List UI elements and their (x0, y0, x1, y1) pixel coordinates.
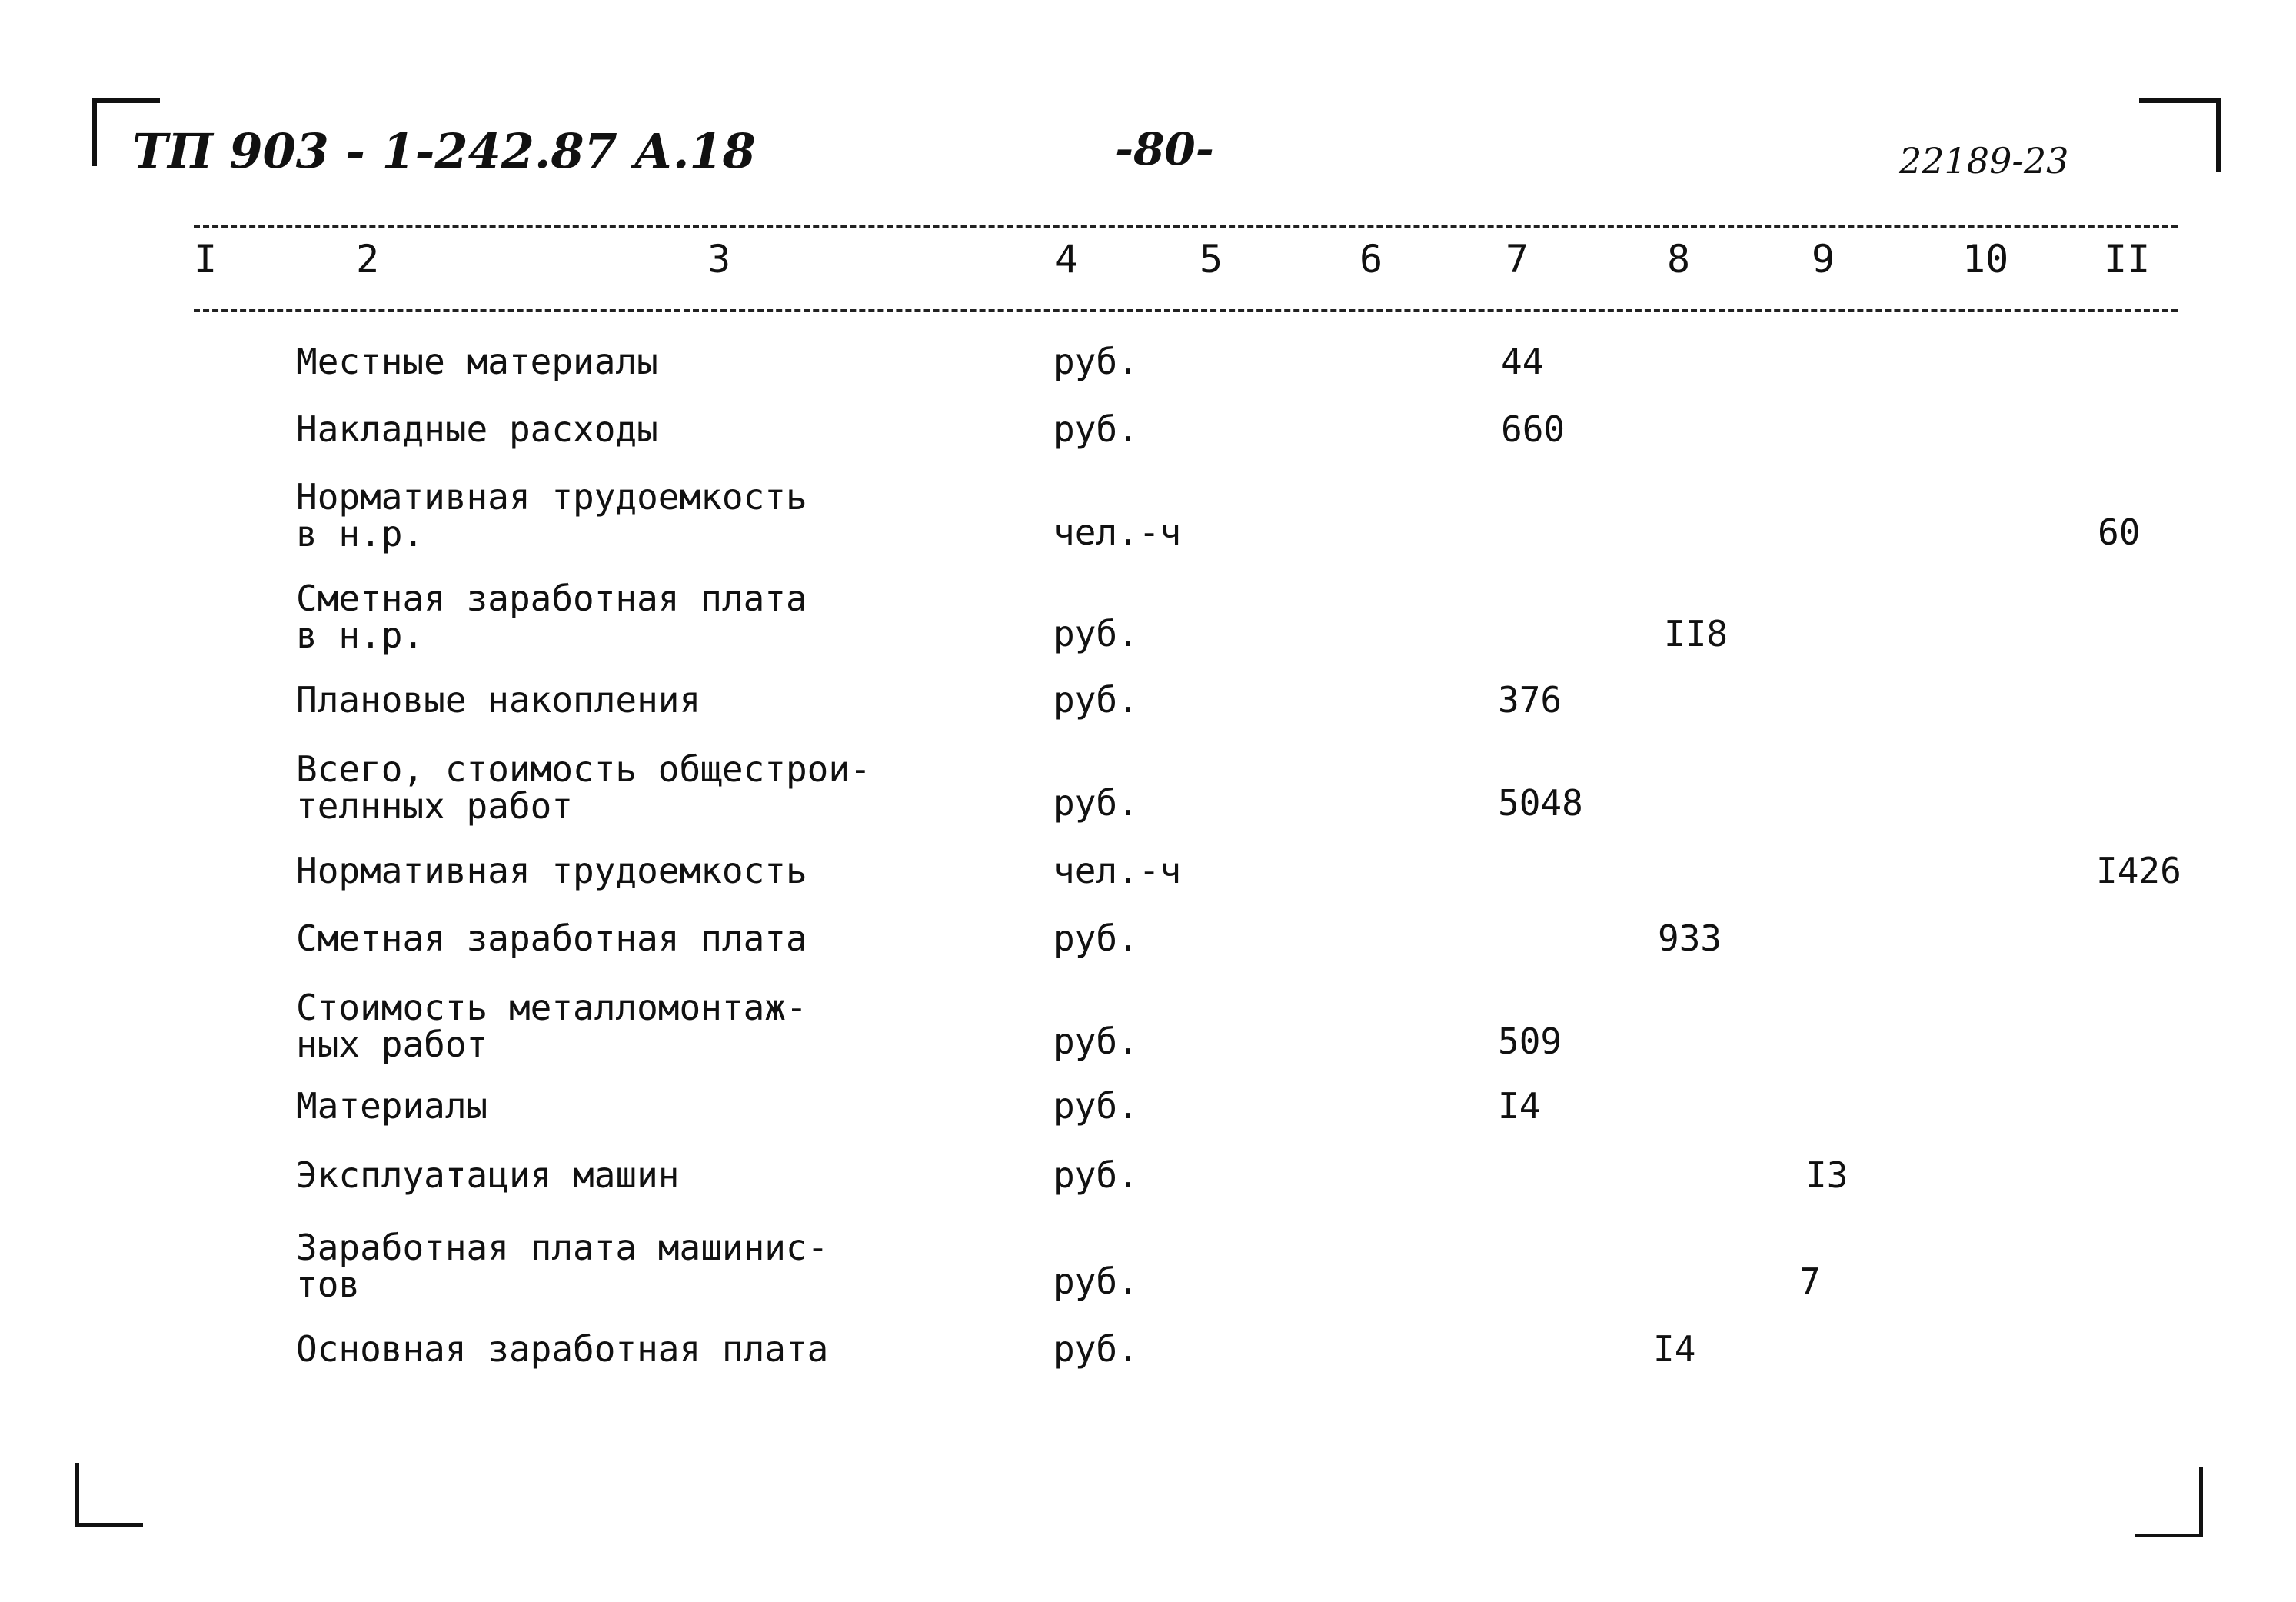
row-name: Заработная плата машинис- тов (296, 1227, 829, 1305)
row-unit: руб. (1053, 679, 1139, 721)
row-unit: руб. (1053, 1328, 1139, 1370)
column-number: 5 (1200, 237, 1223, 281)
row-value: 7 (1799, 1261, 1821, 1302)
row-unit: чел.-ч (1053, 850, 1182, 891)
row-name: Плановые накопления (296, 679, 701, 721)
column-number: 4 (1055, 237, 1079, 281)
row-unit: чел.-ч (1053, 511, 1182, 553)
row-value: I3 (1805, 1154, 1848, 1196)
column-number: 9 (1812, 237, 1835, 281)
row-name: Нормативная трудоемкость (296, 850, 807, 891)
table-top-rule (194, 225, 2178, 228)
row-unit: руб. (1053, 782, 1139, 824)
row-value: 933 (1658, 918, 1722, 959)
row-name: Всего, стоимость общестрои- телнных работ (296, 748, 871, 827)
row-value: I4 (1653, 1328, 1696, 1370)
row-name: Материалы (296, 1085, 488, 1127)
row-value: 660 (1501, 408, 1566, 450)
page-number: -80- (1115, 123, 1214, 175)
corner-mark-bottom-right-h (2135, 1534, 2203, 1537)
column-number: II (2104, 237, 2151, 281)
row-name: Основная заработная плата (296, 1328, 829, 1370)
corner-mark-top-right-h (2139, 98, 2221, 103)
row-name: Стоимость металломонтаж- ных работ (296, 987, 807, 1065)
column-number: 8 (1667, 237, 1691, 281)
row-name: Местные материалы (296, 341, 658, 382)
row-unit: руб. (1053, 341, 1139, 382)
column-number: 7 (1506, 237, 1529, 281)
row-name: Накладные расходы (296, 408, 658, 450)
corner-mark-top-left-h (92, 98, 160, 103)
corner-mark-bottom-left-v (75, 1463, 79, 1526)
row-value: 44 (1501, 341, 1544, 382)
column-number: 2 (356, 237, 380, 281)
row-unit: руб. (1053, 408, 1139, 450)
row-unit: руб. (1053, 1154, 1139, 1196)
corner-mark-top-right-v (2216, 98, 2221, 172)
row-value: 509 (1498, 1021, 1562, 1062)
archive-number: 22189-23 (1899, 140, 2069, 182)
row-name: Сметная заработная плата в н.р. (296, 578, 807, 656)
row-unit: руб. (1053, 1085, 1139, 1127)
column-number: I (194, 237, 218, 281)
column-number: 3 (707, 237, 731, 281)
row-value: II8 (1664, 613, 1729, 654)
row-unit: руб. (1053, 613, 1139, 654)
corner-mark-bottom-left-h (75, 1523, 143, 1527)
row-value: 60 (2098, 511, 2141, 553)
row-value: I426 (2096, 850, 2181, 891)
column-number: 10 (1962, 237, 2009, 281)
row-name: Сметная заработная плата (296, 918, 807, 959)
corner-mark-bottom-right-v (2199, 1467, 2203, 1537)
row-value: I4 (1498, 1085, 1541, 1127)
row-name: Нормативная трудоемкость в н.р. (296, 476, 807, 555)
row-name: Эксплуатация машин (296, 1154, 680, 1196)
document-code: ТП 903 - 1-242.87 А.18 (132, 123, 756, 179)
column-number: 6 (1359, 237, 1383, 281)
row-unit: руб. (1053, 1021, 1139, 1062)
corner-mark-top-left-v (92, 98, 97, 166)
row-value: 376 (1498, 679, 1562, 721)
row-unit: руб. (1053, 918, 1139, 959)
row-value: 5048 (1498, 782, 1583, 824)
row-unit: руб. (1053, 1261, 1139, 1302)
table-header-rule (194, 309, 2178, 312)
